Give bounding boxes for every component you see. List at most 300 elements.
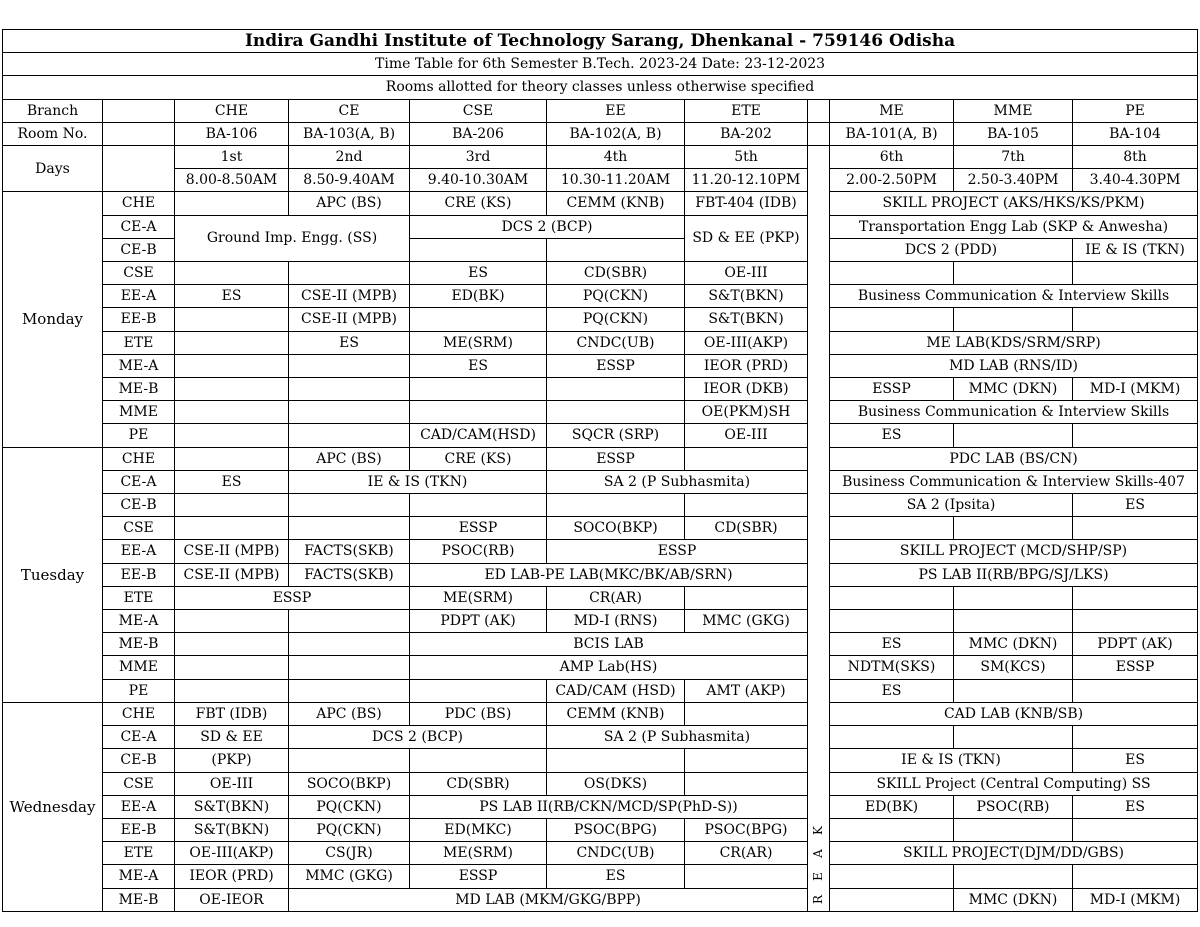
class-cell: ES [175,285,289,308]
schedule-row [3,308,1198,331]
branch-label-cell: ME-A [103,865,175,888]
empty-cell [830,308,954,331]
branch-label-cell: CHE [103,702,175,725]
schedule-row [3,656,1198,679]
empty-cell [954,586,1073,609]
empty-cell [175,401,289,424]
empty-cell [289,610,410,633]
break-letter: A [811,848,825,858]
branch-label-cell: PE [103,679,175,702]
room-header-row [3,122,1198,145]
branch-header: ME [830,99,954,122]
empty-cell [175,494,289,517]
class-cell: Business Communication & Interview Skills [830,285,1198,308]
empty-cell [410,238,547,261]
empty-cell [1073,586,1198,609]
class-cell: SKILL PROJECT (AKS/HKS/KS/PKM) [830,192,1198,215]
empty-cell [685,586,808,609]
day-label: Wednesday [3,702,103,911]
branch-label-cell: CSE [103,262,175,285]
day-label: Tuesday [3,447,103,702]
branch-label-cell: ME-B [103,888,175,911]
empty-cell [410,401,547,424]
class-cell: CRE (KS) [410,447,547,470]
branch-label-cell: PE [103,424,175,447]
empty-cell [1073,610,1198,633]
class-cell: MD-I (MKM) [1073,378,1198,401]
empty-cell [289,749,410,772]
class-cell: PSOC(BPG) [685,818,808,841]
institute-title: Indira Gandhi Institute of Technology Sarang, Dhenkanal - 759146 Odisha [3,30,1198,53]
empty-cell [1073,308,1198,331]
empty-cell [1073,517,1198,540]
class-cell: SOCO(BKP) [547,517,685,540]
schedule-row [3,331,1198,354]
schedule-row [3,378,1198,401]
branch-label: Branch [3,99,103,122]
empty-cell [547,238,685,261]
class-cell: DCS 2 (BCP) [410,215,685,238]
branch-label-cell: ME-B [103,633,175,656]
class-cell: OE-III [175,772,289,795]
class-cell: ES [289,331,410,354]
class-cell: ED(MKC) [410,818,547,841]
schedule-row [3,517,1198,540]
schedule-row [3,610,1198,633]
class-cell: SM(KCS) [954,656,1073,679]
class-cell: CAD/CAM (HSD) [547,679,685,702]
empty-cell [954,610,1073,633]
header-blank [103,122,175,145]
branch-label-cell: CE-A [103,470,175,493]
class-cell: PSOC(RB) [954,795,1073,818]
class-cell: IE & IS (TKN) [289,470,547,493]
time-header: 3.40-4.30PM [1073,169,1198,192]
class-cell: CAD LAB (KNB/SB) [830,702,1198,725]
class-cell: APC (BS) [289,702,410,725]
class-cell: MMC (DKN) [954,888,1073,911]
empty-cell [954,726,1073,749]
schedule-row [3,865,1198,888]
branch-label-cell: EE-B [103,308,175,331]
class-cell: FACTS(SKB) [289,563,410,586]
class-cell: MMC (DKN) [954,633,1073,656]
empty-cell [685,749,808,772]
break-letters [809,819,828,911]
time-header: 2.00-2.50PM [830,169,954,192]
branch-label-cell: EE-A [103,795,175,818]
class-cell: PDPT (AK) [410,610,547,633]
empty-cell [547,749,685,772]
class-cell: SQCR (SRP) [547,424,685,447]
class-cell: FBT-404 (IDB) [685,192,808,215]
empty-cell [830,726,954,749]
class-cell: PQ(CKN) [289,795,410,818]
empty-cell [830,586,954,609]
break-letter: K [811,825,825,835]
room-header: BA-206 [410,122,547,145]
empty-cell [1073,424,1198,447]
class-cell: PSOC(RB) [410,540,547,563]
class-cell: PDC LAB (BS/CN) [830,447,1198,470]
class-cell: ESSP [547,354,685,377]
empty-cell [830,517,954,540]
empty-cell [547,378,685,401]
branch-label-cell: ME-A [103,610,175,633]
empty-cell [175,308,289,331]
branch-label-cell: MME [103,401,175,424]
empty-cell [289,401,410,424]
class-cell: DCS 2 (BCP) [289,726,547,749]
branch-label-cell: EE-A [103,540,175,563]
empty-cell [175,679,289,702]
class-cell: FACTS(SKB) [289,540,410,563]
empty-cell [954,424,1073,447]
empty-cell [685,865,808,888]
branch-label-cell: CSE [103,517,175,540]
class-cell: IE & IS (TKN) [1073,238,1198,261]
empty-cell [830,262,954,285]
class-cell: S&T(BKN) [685,285,808,308]
period-header: 7th [954,146,1073,169]
period-header: 2nd [289,146,410,169]
empty-cell [954,517,1073,540]
schedule-row [3,772,1198,795]
class-cell: ES [1073,494,1198,517]
class-cell: MMC (GKG) [685,610,808,633]
empty-cell [175,610,289,633]
class-cell: BCIS LAB [410,633,808,656]
class-cell: CD(SBR) [547,262,685,285]
empty-cell [954,308,1073,331]
class-cell: CR(AR) [685,842,808,865]
empty-cell [410,749,547,772]
empty-cell [175,447,289,470]
time-header: 8.50-9.40AM [289,169,410,192]
schedule-row [3,749,1198,772]
class-cell: APC (BS) [289,192,410,215]
period-header-row [3,146,1198,169]
class-cell: ESSP [1073,656,1198,679]
break-gap-header [808,99,830,122]
class-cell: ESSP [547,447,685,470]
class-cell: IEOR (PRD) [175,865,289,888]
room-label: Room No. [3,122,103,145]
empty-cell [1073,726,1198,749]
class-cell: SA 2 (P Subhasmita) [547,470,808,493]
break-column [808,146,830,912]
period-header: 1st [175,146,289,169]
schedule-row [3,401,1198,424]
schedule-row [3,888,1198,911]
class-cell: Ground Imp. Engg. (SS) [175,215,410,261]
time-header: 9.40-10.30AM [410,169,547,192]
schedule-row [3,702,1198,725]
class-cell: ED LAB-PE LAB(MKC/BK/AB/SRN) [410,563,808,586]
branch-label-cell: ME-A [103,354,175,377]
class-cell: APC (BS) [289,447,410,470]
schedule-row [3,540,1198,563]
class-cell: ME(SRM) [410,842,547,865]
schedule-row [3,447,1198,470]
branch-label-cell: ME-B [103,378,175,401]
room-header: BA-101(A, B) [830,122,954,145]
class-cell: Business Communication & Interview Skills-407 [830,470,1198,493]
class-cell: ESSP [830,378,954,401]
time-header: 2.50-3.40PM [954,169,1073,192]
day-label: Monday [3,192,103,447]
empty-cell [830,888,954,911]
class-cell: (PKP) [175,749,289,772]
class-cell: ES [830,633,954,656]
class-cell: OE(PKM)SH [685,401,808,424]
branch-header: CHE [175,99,289,122]
empty-cell [1073,262,1198,285]
schedule-row [3,679,1198,702]
class-cell: CD(SBR) [685,517,808,540]
break-letter: E [811,871,825,881]
class-cell: S&T(BKN) [685,308,808,331]
branch-label-cell: EE-B [103,563,175,586]
class-cell: SOCO(BKP) [289,772,410,795]
branch-label-cell: ETE [103,331,175,354]
class-cell: MD-I (MKM) [1073,888,1198,911]
time-header: 10.30-11.20AM [547,169,685,192]
branch-label-cell: CHE [103,447,175,470]
break-gap-header [808,122,830,145]
class-cell: OS(DKS) [547,772,685,795]
class-cell: ES [175,470,289,493]
class-cell: PDPT (AK) [1073,633,1198,656]
empty-cell [830,610,954,633]
empty-cell [175,517,289,540]
branch-label-cell: EE-B [103,818,175,841]
empty-cell [289,354,410,377]
schedule-row [3,192,1198,215]
subtitle-row [3,53,1198,76]
class-cell: NDTM(SKS) [830,656,954,679]
class-cell: MD LAB (MKM/GKG/BPP) [289,888,808,911]
empty-cell [685,772,808,795]
empty-cell [830,818,954,841]
class-cell: ES [1073,749,1198,772]
class-cell: PDC (BS) [410,702,547,725]
empty-cell [410,679,547,702]
class-cell: ED(BK) [410,285,547,308]
period-header: 8th [1073,146,1198,169]
schedule-row [3,470,1198,493]
empty-cell [1073,679,1198,702]
schedule-row [3,215,1198,238]
class-cell: OE-IEOR [175,888,289,911]
class-cell: CNDC(UB) [547,842,685,865]
empty-cell [175,354,289,377]
empty-cell [1073,818,1198,841]
class-cell: OE-III [685,424,808,447]
class-cell: CSE-II (MPB) [175,563,289,586]
branch-label-cell: EE-A [103,285,175,308]
class-cell: ME(SRM) [410,586,547,609]
branch-header: CSE [410,99,547,122]
class-cell: S&T(BKN) [175,795,289,818]
class-cell: PS LAB II(RB/CKN/MCD/SP(PhD-S)) [410,795,808,818]
empty-cell [954,865,1073,888]
class-cell: MD-I (RNS) [547,610,685,633]
branch-header: CE [289,99,410,122]
header-blank [103,99,175,122]
time-header-row [3,169,1198,192]
time-header: 11.20-12.10PM [685,169,808,192]
class-cell: PQ(CKN) [547,285,685,308]
room-header: BA-105 [954,122,1073,145]
empty-cell [175,656,289,679]
class-cell: IEOR (PRD) [685,354,808,377]
room-header: BA-104 [1073,122,1198,145]
class-cell: OE-III(AKP) [685,331,808,354]
class-cell: SD & EE [175,726,289,749]
class-cell: CSE-II (MPB) [289,285,410,308]
branch-header-row [3,99,1198,122]
schedule-row [3,818,1198,841]
schedule-row [3,494,1198,517]
room-header: BA-202 [685,122,808,145]
class-cell: OE-III(AKP) [175,842,289,865]
empty-cell [685,494,808,517]
class-cell: Transportation Engg Lab (SKP & Anwesha) [830,215,1198,238]
header-blank [103,146,175,192]
class-cell: PS LAB II(RB/BPG/SJ/LKS) [830,563,1198,586]
room-header: BA-102(A, B) [547,122,685,145]
rooms-note: Rooms allotted for theory classes unless otherwise specified [3,76,1198,99]
empty-cell [175,633,289,656]
branch-label-cell: ETE [103,842,175,865]
class-cell: AMT (AKP) [685,679,808,702]
time-header: 8.00-8.50AM [175,169,289,192]
class-cell: Business Communication & Interview Skills [830,401,1198,424]
empty-cell [685,702,808,725]
empty-cell [954,818,1073,841]
class-cell: CNDC(UB) [547,331,685,354]
class-cell: ES [1073,795,1198,818]
empty-cell [547,494,685,517]
schedule-row [3,563,1198,586]
empty-cell [289,633,410,656]
break-letter: R [811,894,825,904]
branch-label-cell: CE-A [103,215,175,238]
class-cell: MMC (GKG) [289,865,410,888]
room-header: BA-103(A, B) [289,122,410,145]
class-cell: ESSP [547,540,808,563]
branch-label-cell: CSE [103,772,175,795]
schedule-row [3,633,1198,656]
class-cell: ME LAB(KDS/SRM/SRP) [830,331,1198,354]
class-cell: MMC (DKN) [954,378,1073,401]
empty-cell [410,494,547,517]
class-cell: MD LAB (RNS/ID) [830,354,1198,377]
class-cell: FBT (IDB) [175,702,289,725]
schedule-row [3,726,1198,749]
branch-label-cell: CE-B [103,749,175,772]
class-cell: PQ(CKN) [289,818,410,841]
class-cell: SD & EE (PKP) [685,215,808,261]
empty-cell [830,865,954,888]
class-cell: S&T(BKN) [175,818,289,841]
empty-cell [1073,865,1198,888]
class-cell: IE & IS (TKN) [830,749,1073,772]
empty-cell [410,378,547,401]
days-label: Days [3,146,103,192]
schedule-row [3,285,1198,308]
class-cell: ES [547,865,685,888]
title-row [3,30,1198,53]
class-cell: ESSP [175,586,410,609]
class-cell: PQ(CKN) [547,308,685,331]
class-cell: CRE (KS) [410,192,547,215]
class-cell: CR(AR) [547,586,685,609]
empty-cell [410,308,547,331]
branch-header: EE [547,99,685,122]
class-cell: CSE-II (MPB) [289,308,410,331]
schedule-row [3,424,1198,447]
empty-cell [175,331,289,354]
class-cell: SKILL PROJECT(DJM/DD/GBS) [830,842,1198,865]
class-cell: CSE-II (MPB) [175,540,289,563]
class-cell: SKILL Project (Central Computing) SS [830,772,1198,795]
empty-cell [175,262,289,285]
empty-cell [289,424,410,447]
empty-cell [685,447,808,470]
timetable [2,29,1198,912]
class-cell: AMP Lab(HS) [410,656,808,679]
branch-label-cell: MME [103,656,175,679]
class-cell: SA 2 (Ipsita) [830,494,1073,517]
empty-cell [954,679,1073,702]
empty-cell [289,378,410,401]
room-header: BA-106 [175,122,289,145]
empty-cell [175,192,289,215]
empty-cell [289,517,410,540]
class-cell: OE-III [685,262,808,285]
class-cell: IEOR (DKB) [685,378,808,401]
class-cell: ES [410,354,547,377]
class-cell: CS(JR) [289,842,410,865]
schedule-row [3,586,1198,609]
empty-cell [954,262,1073,285]
schedule-row [3,262,1198,285]
period-header: 5th [685,146,808,169]
branch-label-cell: CE-A [103,726,175,749]
empty-cell [175,424,289,447]
rooms-note-row [3,76,1198,99]
class-cell: ED(BK) [830,795,954,818]
branch-header: MME [954,99,1073,122]
empty-cell [175,378,289,401]
class-cell: DCS 2 (PDD) [830,238,1073,261]
empty-cell [289,679,410,702]
period-header: 3rd [410,146,547,169]
class-cell: CEMM (KNB) [547,702,685,725]
class-cell: ES [410,262,547,285]
empty-cell [289,494,410,517]
schedule-row [3,354,1198,377]
class-cell: CEMM (KNB) [547,192,685,215]
schedule-row [3,795,1198,818]
class-cell: ES [830,424,954,447]
period-header: 6th [830,146,954,169]
class-cell: SKILL PROJECT (MCD/SHP/SP) [830,540,1198,563]
class-cell: PSOC(BPG) [547,818,685,841]
class-cell: ESSP [410,865,547,888]
